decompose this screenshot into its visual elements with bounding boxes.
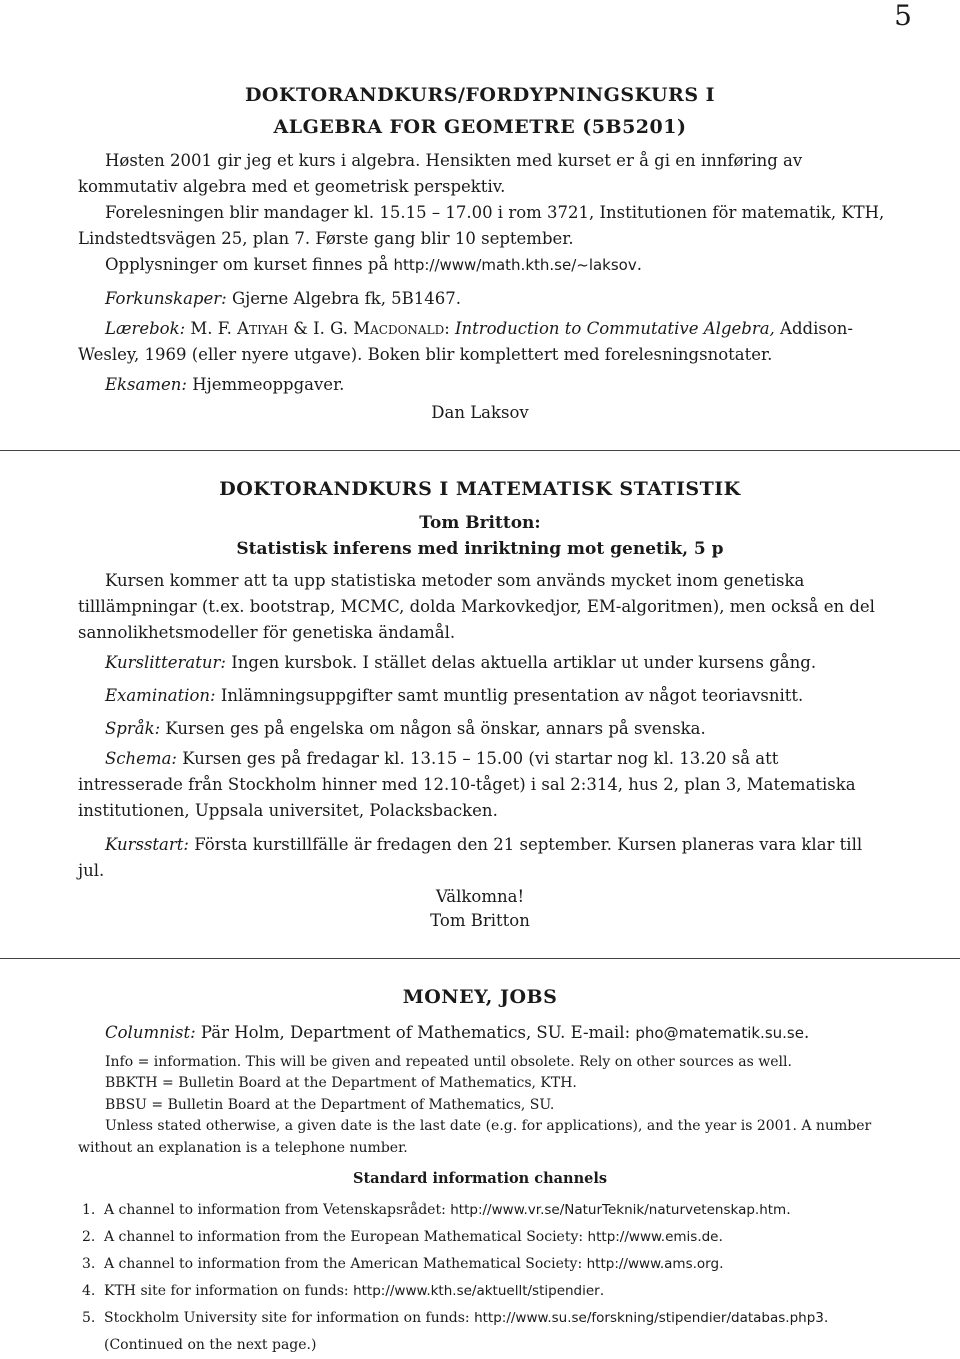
- channel-item: 4. KTH site for information on funds: http://www.kth.se/aktuellt/stipendier.: [82, 1283, 605, 1299]
- channel-link[interactable]: http://www.su.se/forskning/stipendier/databas.php3: [474, 1310, 824, 1326]
- section3-title: MONEY, JOBS: [402, 986, 558, 1008]
- channel-link[interactable]: http://www.kth.se/aktuellt/stipendier: [353, 1283, 600, 1299]
- section2-paragraph-intro: Kursen kommer att ta upp statistiska metoder som används mycket inom genetiska tilllämpningar (t.ex. bootstrap, MCMC, dolda Markovkedjor, EM-algoritmen), men också en del sannolikhetsmodeller för genetiska ändamål.: [78, 571, 875, 642]
- section1-laerebok: Lærebok: M. F. Atiyah & I. G. Macdonald: Introduction to Commutative Algebra, Addison-Wesley, 1969 (eller nyere utgave). Boken blir komplettert med forelesningsnotater.: [78, 319, 853, 364]
- section2-title: DOKTORANDKURS I MATEMATISK STATISTIK: [219, 478, 741, 500]
- section2-schema: Schema: Kursen ges på fredagar kl. 13.15 – 15.00 (vi startar nog kl. 13.20 så att intresserade från Stockholm hinner med 12.10-tåget) i sal 2:314, hus 2, plan 3, Matematiska institutionen, Uppsala universitet, Polacksbacken.: [78, 749, 856, 820]
- kursstart-label: Kursstart:: [105, 835, 189, 854]
- section1-title-line1: DOKTORANDKURS/FORDYPNINGSKURS I: [244, 84, 716, 106]
- section3-bbsu-line: BBSU = Bulletin Board at the Department of Mathematics, SU.: [105, 1097, 555, 1113]
- forkunskaper-label: Forkunskaper:: [105, 289, 227, 308]
- channel-item: 3. A channel to information from the American Mathematical Society: http://www.ams.org.: [82, 1256, 724, 1272]
- section3-columnist: Columnist: Pär Holm, Department of Mathematics, SU. E-mail: pho@matematik.su.se.: [105, 1023, 810, 1042]
- schema-label: Schema:: [105, 749, 177, 768]
- section2-sprak: Språk: Kursen ges på engelska om någon så önskar, annars på svenska.: [105, 719, 706, 738]
- channel-item: 2. A channel to information from the European Mathematical Society: http://www.emis.de.: [82, 1229, 723, 1245]
- channel-link[interactable]: http://www.ams.org: [586, 1256, 720, 1272]
- section2-kursstart: Kursstart: Första kurstillfälle är fredagen den 21 september. Kursen planeras vara klar till jul.: [78, 835, 863, 880]
- channel-link[interactable]: http://www.vr.se/NaturTeknik/naturvetenskap.htm: [450, 1202, 787, 1218]
- continued-note: (Continued on the next page.): [104, 1337, 317, 1353]
- channel-item: 5. Stockholm University site for information on funds: http://www.su.se/forskning/stipendier/databas.php3.: [82, 1310, 829, 1326]
- section1-signature: Dan Laksov: [431, 403, 529, 422]
- eksamen-label: Eksamen:: [105, 375, 187, 394]
- laerebok-label: Lærebok:: [105, 319, 186, 338]
- section1-title-line2: ALGEBRA FOR GEOMETRE (5B5201): [273, 116, 687, 138]
- section1-paragraph-schedule: Forelesningen blir mandager kl. 15.15 – 17.00 i rom 3721, Institutionen för matematik, KTH, Lindstedtsvägen 25, plan 7. Første gang blir 10 september.: [78, 203, 885, 248]
- section3-info-line: Info = information. This will be given and repeated until obsolete. Rely on other sources as well.: [105, 1054, 792, 1070]
- sprak-label: Språk:: [105, 719, 161, 738]
- divider-1: [0, 450, 960, 451]
- section1-eksamen: Eksamen: Hjemmeoppgaver.: [105, 375, 345, 394]
- section2-subtitle-course: Statistisk inferens med inriktning mot genetik, 5 p: [236, 539, 724, 559]
- book-title: Introduction to Commutative Algebra,: [455, 319, 775, 338]
- section2-examination: Examination: Inlämningsuppgifter samt muntlig presentation av något teoriavsnitt.: [105, 686, 804, 705]
- section2-subtitle-author: Tom Britton:: [419, 513, 541, 533]
- page-number: 5: [894, 0, 912, 32]
- channel-item: 1. A channel to information from Vetenskapsrådet: http://www.vr.se/NaturTeknik/naturvetenskap.htm.: [82, 1202, 791, 1218]
- section3-bbkth-line: BBKTH = Bulletin Board at the Department of Mathematics, KTH.: [105, 1075, 577, 1091]
- section1-paragraph-info: Opplysninger om kurset finnes på http://www/math.kth.se/~laksov.: [105, 255, 642, 274]
- channel-link[interactable]: http://www.emis.de: [587, 1229, 719, 1245]
- section1-forkunskaper: Forkunskaper: Gjerne Algebra fk, 5B1467.: [105, 289, 462, 308]
- section3-unless-line: Unless stated otherwise, a given date is the last date (e.g. for applications), and the year is 2001. A number without an explanation is a telephone number.: [78, 1118, 872, 1156]
- examination-label: Examination:: [105, 686, 216, 705]
- channels-title: Standard information channels: [352, 1170, 608, 1187]
- columnist-email-link[interactable]: pho@matematik.su.se: [635, 1024, 804, 1042]
- divider-2: [0, 958, 960, 959]
- kurslitteratur-label: Kurslitteratur:: [105, 653, 226, 672]
- info-text: Opplysninger om kurset finnes på: [105, 255, 394, 274]
- columnist-label: Columnist:: [105, 1023, 196, 1042]
- course-url-link[interactable]: http://www/math.kth.se/~laksov: [393, 256, 637, 274]
- section2-closing-signature: Tom Britton: [430, 911, 530, 930]
- section1-paragraph-intro: Høsten 2001 gir jeg et kurs i algebra. Hensikten med kurset er å gi en innføring av kommutativ algebra med et geometrisk perspektiv.: [78, 151, 803, 196]
- section2-closing-welcome: Välkomna!: [435, 887, 525, 906]
- section2-kurslitteratur: Kurslitteratur: Ingen kursbok. I stället delas aktuella artiklar ut under kursens gång.: [105, 653, 817, 672]
